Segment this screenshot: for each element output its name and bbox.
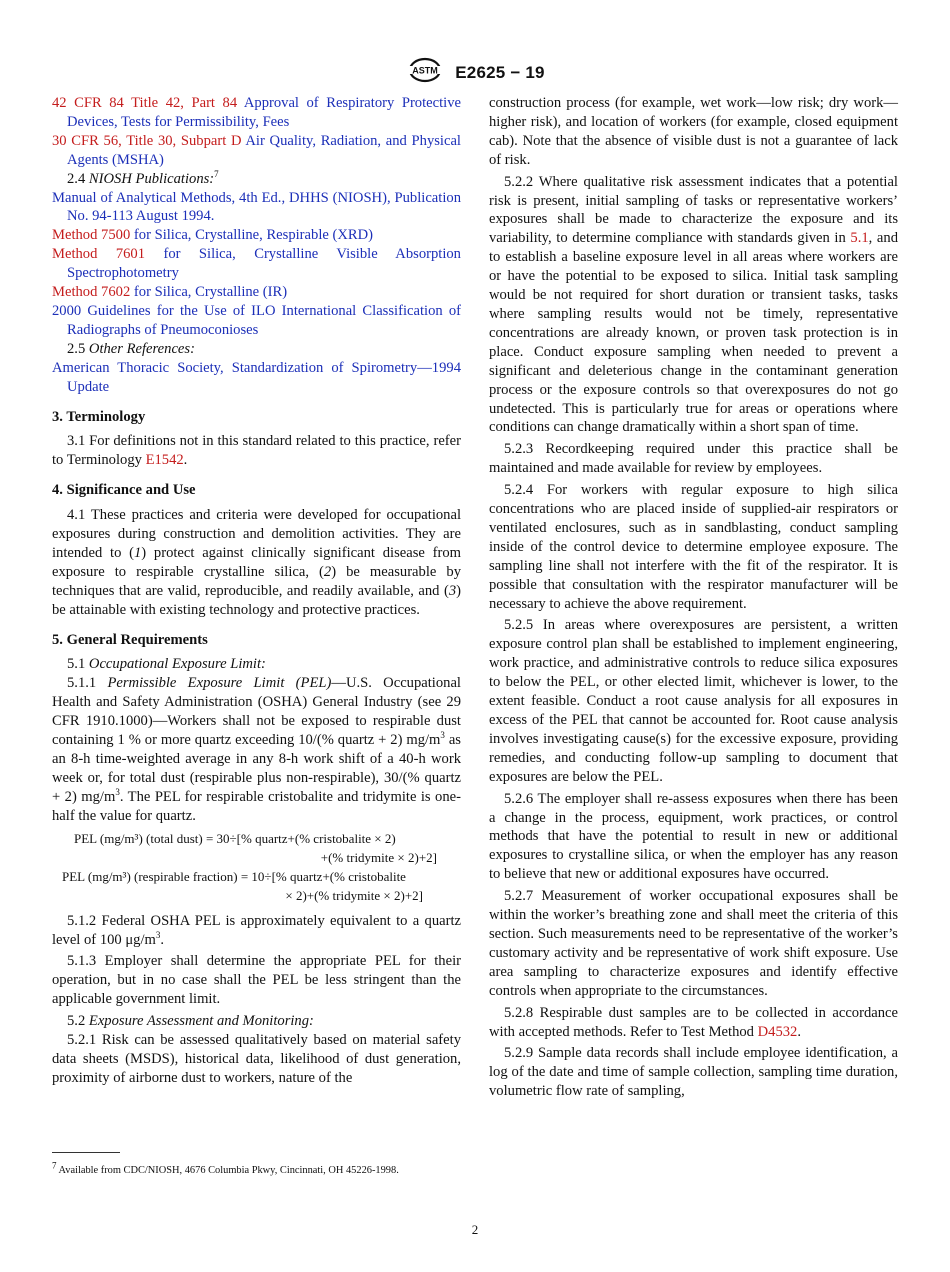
- section-num: 2.4: [67, 170, 86, 187]
- niosh-heading-text: NIOSH Publications:: [88, 170, 215, 187]
- superscript: 3: [115, 786, 120, 797]
- para-text: .: [183, 452, 188, 469]
- page-header: [0, 57, 950, 88]
- section-num: 5.1.1: [67, 675, 97, 692]
- link-5-1[interactable]: 5.1: [850, 230, 869, 247]
- ref-method-7602: [52, 283, 461, 302]
- para-5-2-1: 5.2.1 Risk can be assessed qualitatively based on material safety data sheets (MSDS), historical data, likelihood of dust generation, proximity of airborne dust to workers, nature of the: [52, 1032, 461, 1086]
- para-text: —U.S. Occupational Health and Safety Administration (OSHA) General Industry (see 29 CFR 1910.1000)—Workers shall not be exposed to respirable dust containing 1 % or more quartz exceeding 10/(% quartz + 2) mg/m: [52, 675, 461, 749]
- other-refs-heading-text: Other References:: [88, 340, 195, 357]
- enum: 3: [448, 582, 457, 599]
- para-5-2-9: 5.2.9 Sample data records shall include employee identification, a log of the date and time of sample collection, sampling time duration, volumetric flow rate of sampling,: [489, 1045, 898, 1100]
- section-num: 2.5: [67, 340, 86, 357]
- equation-respirable-cont: × 2)+(% tridymite × 2)+2]: [285, 887, 423, 903]
- term: Permissible Exposure Limit (PEL): [107, 675, 332, 692]
- ref-method-7500: [52, 226, 461, 245]
- para-5-2-8: [489, 1004, 898, 1042]
- section-4-title: 4. Significance and Use: [52, 482, 196, 499]
- para-5-2-4: 5.2.4 For workers with regular exposure to high silica concentrations who are placed inside of supplied-air respirators or ventilated enclosures, such as in sandblasting, conduct sampling inside of the control device to determine employee exposure. The sampling line shall not interfere with the fit of the respirator. It is possible that consultation with the respirator manufacturer will be necessary to achieve the above requirement.: [489, 482, 898, 612]
- enum: 1: [134, 544, 142, 561]
- ref-ilo-guidelines[interactable]: 2000 Guidelines for the Use of ILO International Classification of Radiographs of Pneumoconioses: [52, 302, 461, 338]
- para-text: as an 8-h time-weighted average in any 8-h work shift of a 40-h work week or, for total dust (respirable plus non-respirable), 30/(% quartz + 2) mg/m: [52, 732, 461, 805]
- para-5-1: [52, 655, 461, 674]
- superscript: 3: [155, 929, 161, 940]
- para-text: ) protect against clinically significant disease from exposure to respirable crystalline silica, (: [52, 544, 461, 580]
- equation-total-dust: PEL (mg/m³) (total dust) = 30÷[% quartz+(% cristobalite × 2): [74, 830, 396, 846]
- para-5-2-2: [489, 173, 898, 438]
- equation-respirable: PEL (mg/m³) (respirable fraction) = 10÷[% quartz+(% cristobalite: [62, 868, 406, 884]
- link-d4532[interactable]: D4532: [757, 1023, 798, 1040]
- para-text: 5.2.2 Where qualitative risk assessment indicates that a potential risk is present, initial sampling of tasks or representative workers’ exposures shall be made to characterize the exposure and its variability, to determine compliance with standards given in: [489, 173, 898, 247]
- para-5-2-3: 5.2.3 Recordkeeping required under this practice shall be maintained and made available for review by employees.: [489, 441, 898, 477]
- para-3-1: [52, 432, 461, 470]
- para-text: ) be measurable by techniques that are valid, reproducible, and readily available, and (: [52, 563, 461, 599]
- page-number: 2: [471, 1222, 479, 1237]
- left-column: [52, 94, 461, 1091]
- ref-link-30cfr56[interactable]: 30 CFR 56, Title 30, Subpart D: [52, 132, 242, 149]
- enum: 2: [323, 563, 332, 580]
- para-5-1-3: 5.1.3 Employer shall determine the appropriate PEL for their operation, but in no case shall the PEL be less stringent than the applicable government limit.: [52, 953, 461, 1008]
- footnote-text: Available from CDC/NIOSH, 4676 Columbia Pkwy, Cincinnati, OH 45226-1998.: [58, 1165, 399, 1176]
- pel-equations: [52, 829, 461, 905]
- para-text: 5.2.8 Respirable dust samples are to be collected in accordance with accepted methods. Refer to Test Method: [489, 1004, 898, 1040]
- para-text: 4.1 These practices and criteria were developed for occupational exposures during construction and demolition activities. They are intended to (: [52, 507, 461, 561]
- para-5-2-1-cont: construction process (for example, wet work—low risk; dry work—higher risk), and location of workers (for example, closed equipment cab). Note that the absence of visible dust is not a guarantee of lack of risk.: [489, 95, 898, 168]
- ref-title-30cfr56[interactable]: Air Quality, Radiation, and Physical Agents (MSHA): [67, 132, 461, 168]
- para-5-2-5: 5.2.5 In areas where overexposures are persistent, a written exposure control plan shall be established to implement engineering, work practice, and administrative controls to reduce silica exposures to below the PEL, or other elected limit, whichever is lower, to the extent feasible. Conduct a root cause analysis for all exposures in excess of the PEL that cannot be accounted for. Root cause analysis involves investigating cause(s) for the excessive exposure, providing remedies, and conducting follow-up sampling to document that exposures are below the PEL.: [489, 617, 898, 785]
- section-num: 5.2: [67, 1013, 86, 1030]
- para-5-2-6: 5.2.6 The employer shall re-assess exposures when there has been a change in the process, equipment, work practices, or control methods that have the potential to result in new or additional exposures to crystalline silica, or when the employer has any reason to believe that new or additional exposures have occurred.: [489, 790, 898, 883]
- para-text: ) be attainable with existing technology and protective practices.: [52, 582, 461, 618]
- para-4-1: [52, 506, 461, 619]
- ref-link-7601[interactable]: Method 7601: [52, 246, 146, 263]
- para-text: . The PEL for respirable cristobalite and tridymite is one-half the value for quartz.: [52, 788, 461, 824]
- link-e1542[interactable]: E1542: [145, 452, 184, 469]
- astm-logo-text: ASTM: [412, 65, 439, 76]
- para-5-1-2: [52, 912, 461, 950]
- equation-total-dust-cont: +(% tridymite × 2)+2]: [320, 849, 437, 865]
- para-text: 3.1 For definitions not in this standard related to this practice, refer to Terminology: [52, 433, 461, 469]
- para-5-1-1: [52, 674, 461, 825]
- para-text: , and to establish a baseline exposure level in all areas where workers are or have the potential to be exposed to silica. Initial task sampling would be not required for short duration or transient tasks, tasks where sampling results would not be timely, representative concentrations are already known, or proven task protection is in place. Conduct exposure sampling when needed to prevent a significant and deleterious change in the contaminant generation process or the exposure controls so that overexposures do not go undetected. This is particularly true for areas or operations where conditions can change dramatically within a short span of time.: [489, 230, 898, 436]
- other-refs-heading: [52, 340, 461, 359]
- ref-niosh-manual[interactable]: Manual of Analytical Methods, 4th Ed., DHHS (NIOSH), Publication No. 94-113 August 1994.: [52, 189, 461, 225]
- ref-42cfr84: [52, 94, 461, 132]
- ref-title-42cfr84[interactable]: Approval of Respiratory Protective Devices, Tests for Permissibility, Fees: [67, 95, 461, 130]
- section-5-title: 5. General Requirements: [52, 631, 208, 648]
- ref-link-7500[interactable]: Method 7500: [52, 227, 131, 244]
- para-text: .: [160, 931, 165, 948]
- subheading: Exposure Assessment and Monitoring:: [88, 1013, 314, 1030]
- ref-method-7601: [52, 245, 461, 283]
- ref-ats-spirometry[interactable]: American Thoracic Society, Standardization of Spirometry—1994 Update: [52, 359, 461, 395]
- ref-title-7500[interactable]: for Silica, Crystalline, Respirable (XRD): [133, 227, 374, 244]
- astm-logo: [405, 57, 445, 88]
- footnote-divider: [52, 1152, 120, 1153]
- footnote-7: [52, 1160, 461, 1178]
- footnote-num: 7: [52, 1160, 57, 1171]
- section-3-title: 3. Terminology: [52, 408, 146, 425]
- ref-link-7602[interactable]: Method 7602: [52, 284, 131, 301]
- section-num: 5.1: [67, 656, 86, 673]
- ref-30cfr56: [52, 132, 461, 170]
- para-5-2-7: 5.2.7 Measurement of worker occupational exposures shall be within the worker’s breathing zone and shall meet the criteria of this section. Such measurements need to be representative of the worker’s customary activity and be representative of work shift exposure. Use area sampling to characterize exposures and identify effective controls when appropriate to the circumstances.: [489, 888, 898, 999]
- niosh-heading: [52, 170, 461, 189]
- ref-title-7601[interactable]: for Silica, Crystalline Visible Absorption Spectrophotometry: [67, 246, 461, 282]
- para-text: .: [797, 1023, 802, 1040]
- para-5-2: [52, 1012, 461, 1031]
- superscript: 3: [440, 730, 445, 741]
- footnote-ref: 7: [214, 168, 219, 179]
- subheading: Occupational Exposure Limit:: [88, 656, 266, 673]
- ref-link-42cfr84[interactable]: 42 CFR 84 Title 42, Part 84: [52, 95, 238, 111]
- document-id: E2625 − 19: [455, 62, 545, 82]
- para-text: 5.1.2 Federal OSHA PEL is approximately equivalent to a quartz level of 100 μg/m: [52, 912, 461, 948]
- ref-title-7602[interactable]: for Silica, Crystalline (IR): [133, 284, 288, 301]
- right-column: [489, 94, 898, 1104]
